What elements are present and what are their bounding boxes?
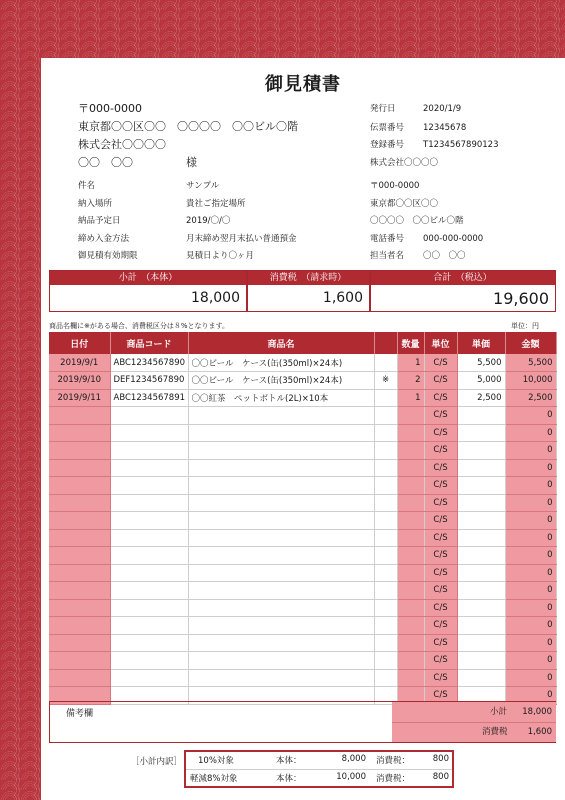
cell-qty — [397, 494, 424, 512]
issuer-building: 〇〇〇〇 〇〇ビル〇階 — [370, 216, 464, 226]
table-row — [49, 442, 556, 460]
cell-unit: C/S — [424, 582, 457, 600]
cell-amount: 0 — [505, 564, 556, 582]
slip-number-label: 伝票番号 — [370, 123, 405, 133]
slip-number: 12345678 — [423, 123, 467, 133]
cell-code — [110, 512, 188, 530]
cell-code — [110, 494, 188, 512]
cell-date — [49, 407, 110, 425]
cell-code — [110, 617, 188, 635]
cell-amount: 0 — [505, 652, 556, 670]
cell-price — [457, 494, 505, 512]
remarks-tax-label: 消費税 — [482, 727, 508, 737]
cell-amount: 0 — [505, 529, 556, 547]
cell-price — [457, 547, 505, 565]
breakdown-row — [186, 752, 452, 769]
subtotal-header: 小計 （本体） — [50, 271, 246, 285]
phone-value: 000-000-0000 — [423, 234, 484, 244]
remarks-subtotal: 18,000 — [522, 707, 552, 717]
cell-qty — [397, 652, 424, 670]
table-row — [49, 652, 556, 670]
estimate-sheet — [41, 58, 565, 800]
table-row — [49, 582, 556, 600]
cell-unit: C/S — [424, 547, 457, 565]
cell-mark — [374, 459, 397, 477]
breakdown-category: 軽減8%対象 — [190, 774, 238, 784]
table-row — [49, 599, 556, 617]
cell-name — [188, 582, 374, 600]
cell-qty: 2 — [397, 372, 424, 390]
cell-qty: 1 — [397, 389, 424, 407]
cell-code — [110, 564, 188, 582]
cell-qty — [397, 442, 424, 460]
cell-date — [49, 634, 110, 652]
cell-mark — [374, 652, 397, 670]
cell-unit: C/S — [424, 389, 457, 407]
cell-price — [457, 564, 505, 582]
issuer-company: 株式会社〇〇〇〇 — [370, 158, 439, 168]
cell-unit: C/S — [424, 372, 457, 390]
cell-date — [49, 582, 110, 600]
table-row — [49, 354, 556, 372]
breakdown-category: 10%対象 — [198, 756, 234, 766]
cell-qty — [397, 582, 424, 600]
table-row — [49, 529, 556, 547]
cell-amount: 0 — [505, 669, 556, 687]
table-row — [49, 617, 556, 635]
cell-unit: C/S — [424, 687, 457, 705]
cell-code — [110, 442, 188, 460]
cell-mark — [374, 424, 397, 442]
cell-date — [49, 494, 110, 512]
table-header-row — [49, 332, 556, 354]
cell-amount: 0 — [505, 512, 556, 530]
recipient-honorific: 様 — [186, 156, 197, 169]
delivery-date-value: 2019/〇/〇 — [186, 216, 231, 226]
cell-name — [188, 547, 374, 565]
cell-mark — [374, 494, 397, 512]
cell-mark — [374, 582, 397, 600]
cell-amount: 0 — [505, 424, 556, 442]
cell-qty — [397, 669, 424, 687]
delivery-place-label: 納入場所 — [78, 199, 113, 209]
cell-name — [188, 477, 374, 495]
registration-number-label: 登録番号 — [370, 140, 405, 150]
breakdown-body-label: 本体： — [276, 774, 302, 784]
remarks-subtotal-label: 小計 — [490, 707, 508, 717]
summary-box — [49, 270, 556, 312]
cell-name — [188, 459, 374, 477]
payment-method-value: 月末締め翌月末払い普通預金 — [186, 234, 297, 244]
cell-amount: 0 — [505, 599, 556, 617]
col-date: 日付 — [49, 332, 110, 354]
table-row — [49, 634, 556, 652]
cell-code — [110, 477, 188, 495]
table-row — [49, 564, 556, 582]
cell-name: 〇〇紅茶 ペットボトル(2L)×10本 — [188, 389, 374, 407]
cell-date — [49, 652, 110, 670]
cell-amount: 0 — [505, 547, 556, 565]
cell-name — [188, 564, 374, 582]
tax-header: 消費税 （請求時） — [247, 271, 369, 285]
cell-price — [457, 617, 505, 635]
breakdown-tax-label: 消費税： — [376, 774, 411, 784]
cell-code — [110, 459, 188, 477]
cell-name: 〇〇ビール ケース(缶(350ml)×24本) — [188, 372, 374, 390]
summary-divider — [369, 271, 371, 312]
issue-date-label: 発行日 — [370, 104, 396, 114]
cell-unit: C/S — [424, 442, 457, 460]
col-name: 商品名 — [188, 332, 374, 354]
cell-mark: ※ — [374, 372, 397, 390]
cell-mark — [374, 634, 397, 652]
col-mark — [374, 332, 397, 354]
cell-code: DEF1234567890 — [110, 372, 188, 390]
cell-name — [188, 669, 374, 687]
recipient-person: 〇〇 〇〇 — [78, 156, 133, 169]
cell-qty — [397, 512, 424, 530]
cell-unit: C/S — [424, 494, 457, 512]
cell-price — [457, 512, 505, 530]
subtotal-value: 18,000 — [191, 290, 240, 306]
recipient-company: 株式会社〇〇〇〇 — [78, 138, 166, 151]
cell-qty — [397, 477, 424, 495]
cell-code — [110, 669, 188, 687]
cell-amount: 2,500 — [505, 389, 556, 407]
cell-price — [457, 529, 505, 547]
breakdown-tax-label: 消費税： — [376, 756, 411, 766]
cell-price — [457, 459, 505, 477]
cell-price — [457, 477, 505, 495]
cell-price — [457, 407, 505, 425]
recipient-address: 東京都〇〇区〇〇 〇〇〇〇 〇〇ビル〇階 — [78, 120, 298, 133]
cell-mark — [374, 564, 397, 582]
cell-price — [457, 442, 505, 460]
delivery-date-label: 納品予定日 — [78, 216, 121, 226]
cell-qty — [397, 564, 424, 582]
cell-mark — [374, 407, 397, 425]
col-code: 商品コード — [110, 332, 188, 354]
payment-method-label: 締め入金方法 — [78, 234, 130, 244]
cell-name — [188, 652, 374, 670]
subject-value: サンプル — [186, 181, 220, 191]
cell-date — [49, 547, 110, 565]
col-qty: 数量 — [397, 332, 424, 354]
col-unit: 単位 — [424, 332, 457, 354]
cell-name — [188, 512, 374, 530]
cell-price: 5,500 — [457, 354, 505, 372]
cell-name: 〇〇ビール ケース(缶(350ml)×24本) — [188, 354, 374, 372]
cell-unit: C/S — [424, 512, 457, 530]
cell-amount: 0 — [505, 459, 556, 477]
cell-price — [457, 424, 505, 442]
table-row — [49, 389, 556, 407]
cell-code: ABC1234567891 — [110, 389, 188, 407]
cell-mark — [374, 442, 397, 460]
cell-mark — [374, 354, 397, 372]
cell-date — [49, 599, 110, 617]
cell-unit: C/S — [424, 459, 457, 477]
cell-code — [110, 599, 188, 617]
cell-price — [457, 634, 505, 652]
cell-amount: 0 — [505, 582, 556, 600]
table-row — [49, 459, 556, 477]
cell-amount: 0 — [505, 634, 556, 652]
cell-mark — [374, 529, 397, 547]
cell-mark — [374, 477, 397, 495]
table-row — [49, 424, 556, 442]
tax-note: 商品名欄に※がある場合、消費税区分は８%となります。 — [49, 322, 229, 330]
cell-date — [49, 477, 110, 495]
cell-amount: 0 — [505, 687, 556, 705]
cell-amount: 0 — [505, 477, 556, 495]
phone-label: 電話番号 — [370, 234, 405, 244]
cell-code: ABC1234567890 — [110, 354, 188, 372]
col-amount: 金額 — [505, 332, 556, 354]
table-row — [49, 547, 556, 565]
cell-unit: C/S — [424, 477, 457, 495]
cell-code — [110, 407, 188, 425]
cell-name — [188, 529, 374, 547]
cell-qty — [397, 634, 424, 652]
delivery-place-value: 貴社ご指定場所 — [186, 199, 246, 209]
cell-name — [188, 617, 374, 635]
cell-date — [49, 617, 110, 635]
remarks-tax: 1,600 — [527, 727, 552, 737]
cell-unit: C/S — [424, 652, 457, 670]
cell-unit: C/S — [424, 617, 457, 635]
cell-qty — [397, 424, 424, 442]
cell-date — [49, 512, 110, 530]
cell-amount: 10,000 — [505, 372, 556, 390]
cell-code — [110, 424, 188, 442]
cell-qty — [397, 599, 424, 617]
unit-note: 単位：円 — [511, 322, 539, 330]
staff-value: 〇〇 〇〇 — [423, 251, 466, 261]
cell-qty — [397, 529, 424, 547]
cell-mark — [374, 547, 397, 565]
cell-code — [110, 582, 188, 600]
cell-date — [49, 669, 110, 687]
breakdown-label: ［小計内訳］ — [131, 757, 183, 767]
cell-price — [457, 599, 505, 617]
issuer-address: 東京都〇〇区〇〇 — [370, 199, 439, 209]
remarks-box — [49, 701, 556, 743]
staff-label: 担当者名 — [370, 251, 405, 261]
breakdown-tax: 800 — [432, 772, 449, 782]
subject-label: 件名 — [78, 181, 96, 191]
cell-qty — [397, 547, 424, 565]
table-row — [49, 407, 556, 425]
cell-qty — [397, 407, 424, 425]
cell-unit: C/S — [424, 634, 457, 652]
cell-unit: C/S — [424, 564, 457, 582]
cell-name — [188, 407, 374, 425]
breakdown-body-label: 本体： — [276, 756, 302, 766]
remarks-label: 備考欄 — [66, 709, 94, 719]
cell-unit: C/S — [424, 599, 457, 617]
summary-divider — [246, 271, 248, 312]
cell-code — [110, 652, 188, 670]
cell-name — [188, 634, 374, 652]
validity-label: 御見積有効期限 — [78, 251, 138, 261]
cell-price: 5,000 — [457, 372, 505, 390]
cell-date — [49, 564, 110, 582]
tax-value: 1,600 — [322, 290, 363, 306]
cell-date — [49, 424, 110, 442]
breakdown-body: 8,000 — [341, 754, 366, 764]
cell-name — [188, 424, 374, 442]
cell-code — [110, 634, 188, 652]
remarks-divider — [392, 722, 556, 723]
cell-name — [188, 494, 374, 512]
breakdown-row — [186, 770, 452, 787]
cell-date — [49, 442, 110, 460]
cell-unit: C/S — [424, 407, 457, 425]
recipient-postal: 〒000-0000 — [78, 102, 142, 115]
cell-price — [457, 669, 505, 687]
cell-code — [110, 529, 188, 547]
col-price: 単価 — [457, 332, 505, 354]
cell-amount: 0 — [505, 494, 556, 512]
cell-unit: C/S — [424, 669, 457, 687]
table-row — [49, 669, 556, 687]
cell-mark — [374, 389, 397, 407]
table-row — [49, 494, 556, 512]
cell-price — [457, 582, 505, 600]
registration-number: T1234567890123 — [423, 140, 499, 150]
total-header: 合計 （税込） — [370, 271, 555, 285]
cell-mark — [374, 512, 397, 530]
cell-name — [188, 442, 374, 460]
cell-date: 2019/9/10 — [49, 372, 110, 390]
cell-amount: 0 — [505, 442, 556, 460]
issuer-postal: 〒000-0000 — [370, 181, 420, 191]
cell-mark — [374, 599, 397, 617]
cell-amount: 0 — [505, 617, 556, 635]
cell-qty — [397, 459, 424, 477]
table-row — [49, 372, 556, 390]
cell-unit: C/S — [424, 529, 457, 547]
items-table — [49, 332, 557, 705]
cell-amount: 0 — [505, 407, 556, 425]
breakdown-body: 10,000 — [336, 772, 366, 782]
cell-date: 2019/9/1 — [49, 354, 110, 372]
cell-qty — [397, 617, 424, 635]
cell-mark — [374, 617, 397, 635]
breakdown-box — [184, 750, 454, 788]
cell-unit: C/S — [424, 424, 457, 442]
total-value: 19,600 — [493, 289, 549, 308]
breakdown-tax: 800 — [432, 754, 449, 764]
table-row — [49, 477, 556, 495]
cell-name — [188, 599, 374, 617]
cell-date — [49, 529, 110, 547]
document-title: 御見積書 — [265, 74, 341, 95]
cell-mark — [374, 669, 397, 687]
table-row — [49, 512, 556, 530]
cell-price — [457, 652, 505, 670]
cell-code — [110, 547, 188, 565]
cell-date — [49, 459, 110, 477]
cell-amount: 5,500 — [505, 354, 556, 372]
cell-price: 2,500 — [457, 389, 505, 407]
validity-value: 見積日より〇ヶ月 — [186, 251, 255, 261]
cell-unit: C/S — [424, 354, 457, 372]
cell-date: 2019/9/11 — [49, 389, 110, 407]
cell-qty: 1 — [397, 354, 424, 372]
issue-date: 2020/1/9 — [423, 104, 462, 114]
